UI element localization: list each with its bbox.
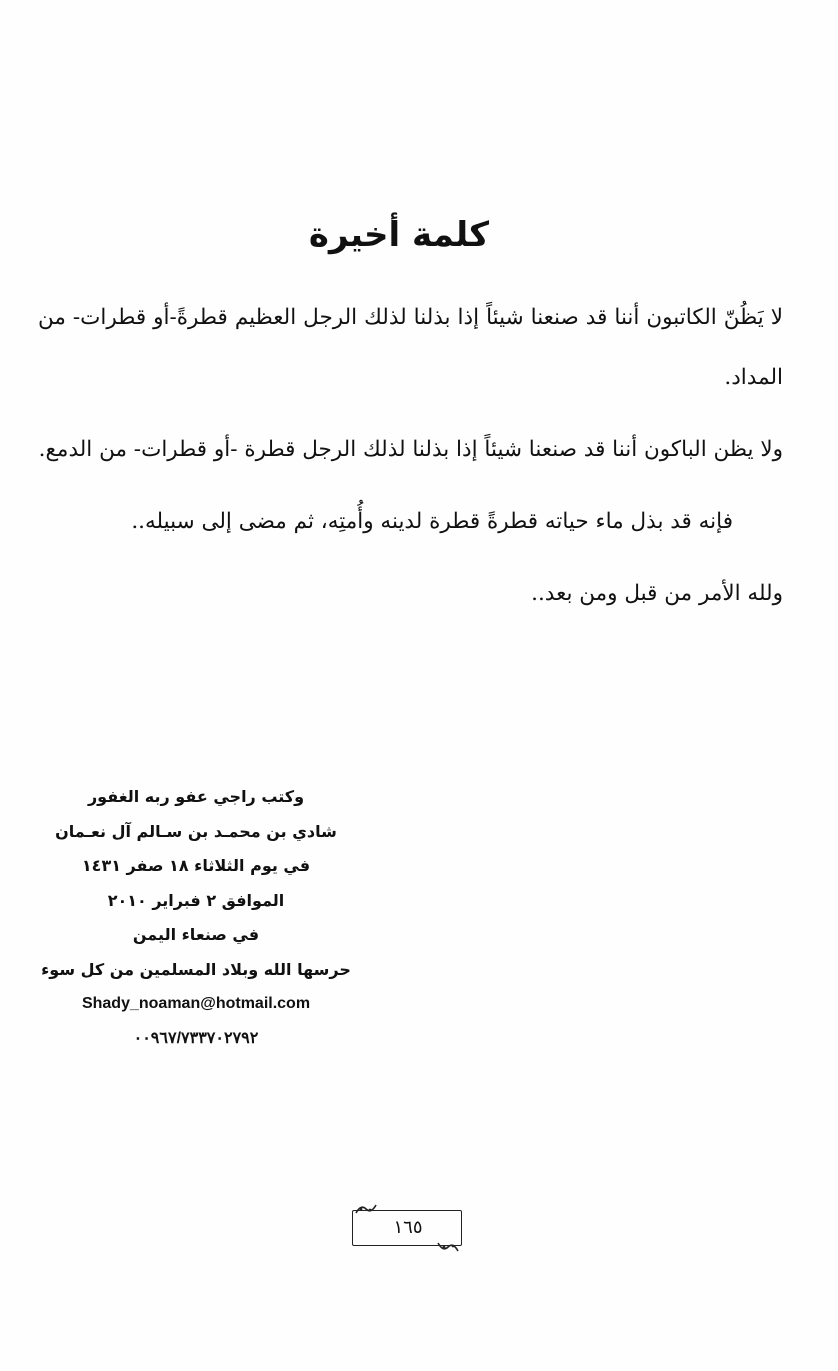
signature-line: وكتب راجي عفو ربه الغفور [87,787,305,806]
paragraph-2: ولا يظن الباكون أننا قد صنعنا شيئاً إذا بذلنا لذلك الرجل قطرة -أو قطرات- من الدمع. [38,437,783,462]
hijri-date: في يوم الثلاثاء ١٨ صفر ١٤٣١ [81,856,311,875]
page-number-frame [352,1210,462,1246]
paragraph-3: فإنه قد بذل ماء حياته قطرةً قطرة لدينه وأُمتِه، ثم مضى إلى سبيله.. [131,509,733,534]
ornament-icon [355,1203,377,1215]
page-number: ١٦٥ [393,1217,423,1238]
paragraph-4: ولله الأمر من قبل ومن بعد.. [531,581,783,606]
signature-block [30,780,362,1056]
page-title: كلمة أخيرة [308,215,490,255]
phone-number: ٠٠٩٦٧/٧٣٣٧٠٢٧٩٢ [133,1029,259,1047]
body-text [38,288,783,636]
location: في صنعاء اليمن [132,925,260,944]
gregorian-date: الموافق ٢ فبراير ٢٠١٠ [107,890,285,910]
paragraph-1: لا يَظُنّ الكاتبون أننا قد صنعنا شيئاً إذا بذلنا لذلك الرجل العظيم قطرةً-أو قطرات- من المداد. [38,305,783,390]
author-name: شادي بن محمـد بن سـالم آل نعـمان [55,821,337,841]
prayer-line: حرسها الله وبلاد المسلمين من كل سوء [41,959,351,979]
email-address: Shady_noaman@hotmail.com [81,995,311,1012]
ornament-icon [437,1241,459,1253]
